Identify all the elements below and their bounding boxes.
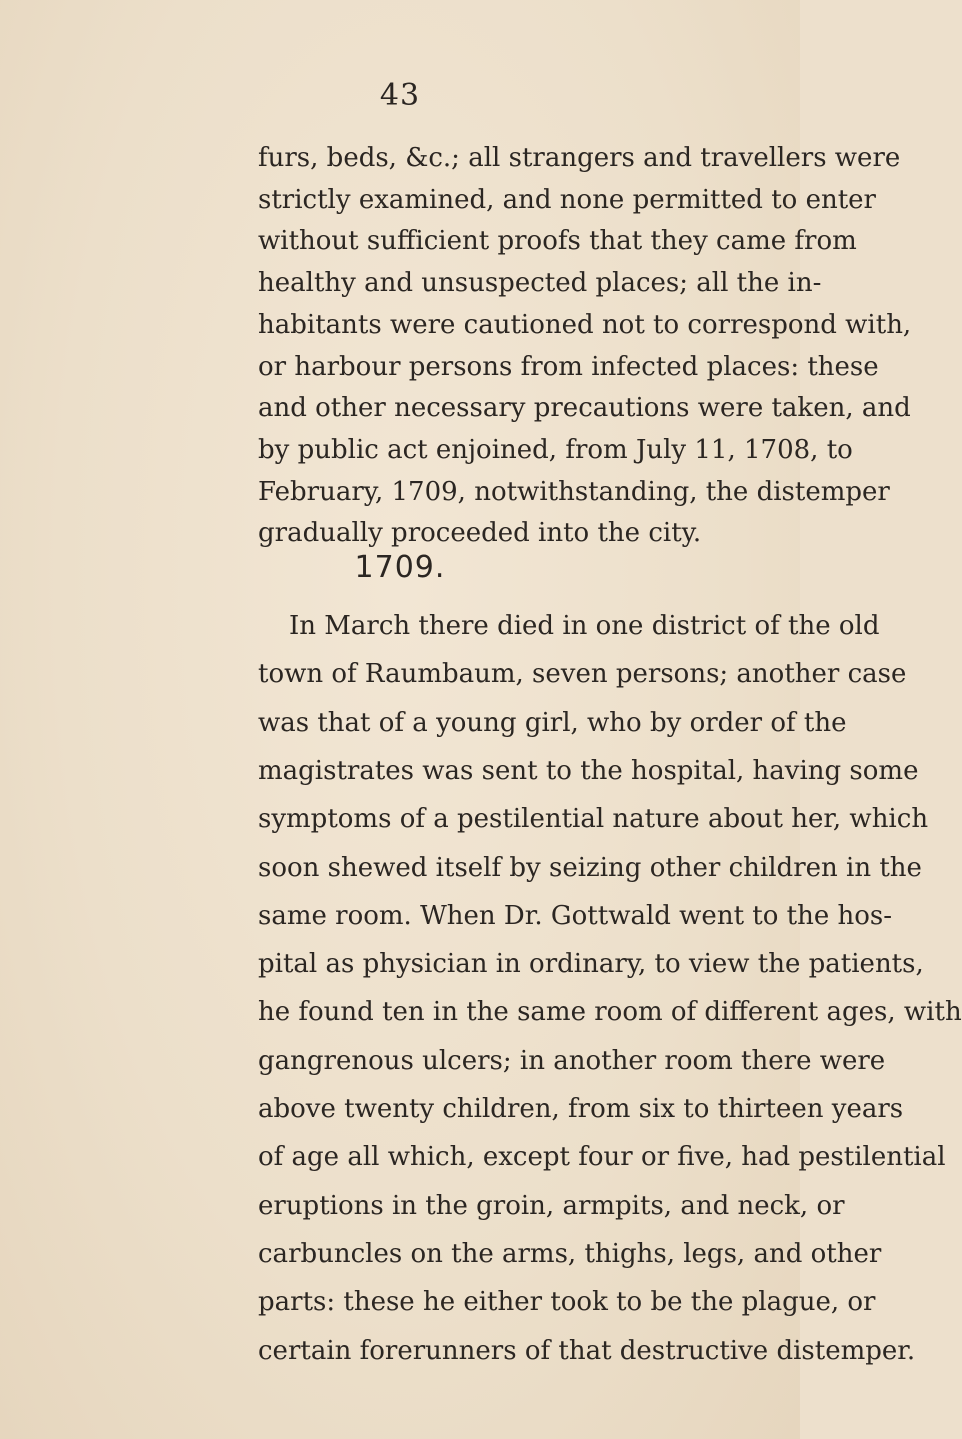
text-line: furs, beds, &c.; all strangers and travellers were: [258, 143, 901, 173]
text-line: In March there died in one district of the old: [289, 611, 880, 641]
text-line: soon shewed itself by seizing other children in the: [258, 852, 922, 883]
page-number: 43: [379, 78, 421, 113]
text-line: he found ten in the same room of different ages, with: [258, 997, 962, 1028]
text-line: certain forerunners of that destructive distemper.: [258, 1335, 916, 1366]
text-line: eruptions in the groin, armpits, and neck, or: [258, 1190, 845, 1221]
text-line: carbuncles on the arms, thighs, legs, and other: [258, 1238, 882, 1269]
text-line: gradually proceeded into the city.: [258, 518, 702, 549]
text-line: magistrates was sent to the hospital, having some: [258, 755, 919, 786]
year-heading: 1709.: [354, 550, 446, 585]
text-line: pital as physician in ordinary, to view the patients,: [258, 949, 924, 980]
text-line: of age all which, except four or five, had pestilential: [258, 1142, 946, 1173]
text-line: same room. When Dr. Gottwald went to the hos-: [258, 900, 893, 931]
text-line: and other necessary precautions were taken, and: [258, 393, 911, 424]
text-line: without sufficient proofs that they came from: [258, 226, 857, 257]
text-line: was that of a young girl, who by order of the: [258, 707, 847, 738]
text-line: above twenty children, from six to thirteen years: [258, 1094, 904, 1124]
text-line: or harbour persons from infected places: these: [258, 351, 879, 382]
text-line: town of Raumbaum, seven persons; another case: [258, 659, 907, 690]
text-line: strictly examined, and none permitted to enter: [258, 184, 876, 215]
text-line: parts: these he either took to be the plague, or: [258, 1287, 876, 1318]
text-line: symptoms of a pestilential nature about her, which: [258, 804, 929, 835]
text-line: habitants were cautioned not to correspond with,: [258, 309, 912, 340]
text-line: by public act enjoined, from July 11, 1708, to: [258, 434, 853, 465]
text-line: February, 1709, notwithstanding, the distemper: [258, 476, 890, 507]
text-line: healthy and unsuspected places; all the in-: [258, 268, 822, 299]
text-line: gangrenous ulcers; in another room there were: [258, 1045, 886, 1076]
